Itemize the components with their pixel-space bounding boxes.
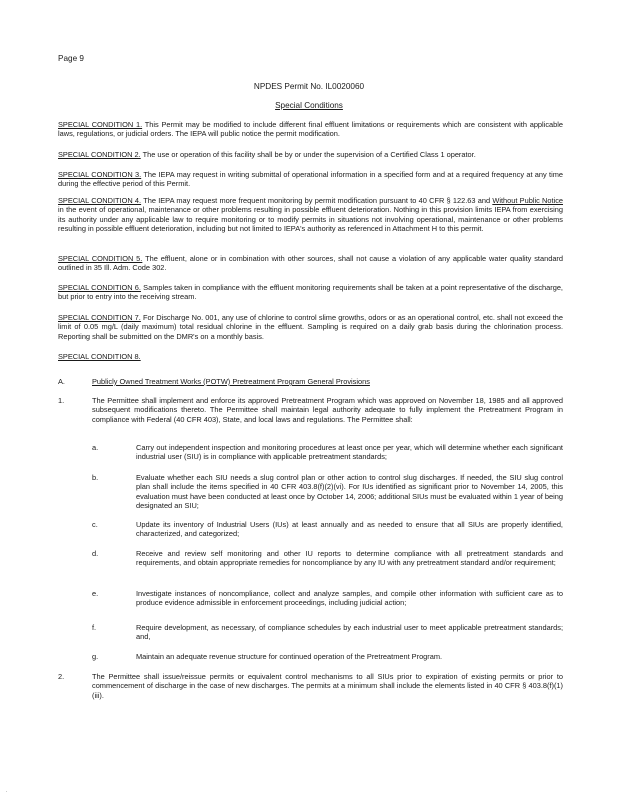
condition-label: SPECIAL CONDITION 4. bbox=[58, 196, 142, 205]
condition-label: SPECIAL CONDITION 3. bbox=[58, 170, 142, 179]
item-text: The Permittee shall issue/reissue permits or equivalent control mechanisms to all SIUs prior to expiration of existing permits or prior to commencement of discharge in the case of new discharges. The permits at a minimum shall include the elements listed in 40 CFR § 403.8(f)(1)(iii). bbox=[92, 672, 563, 700]
special-condition-5 bbox=[58, 254, 563, 273]
without-public-notice: Without Public Notice bbox=[492, 196, 563, 205]
condition-text: The IEPA may request in writing submittal of operational information in a specified form and at a required frequency at any time during the effective period of this Permit. bbox=[58, 170, 563, 189]
special-condition-2 bbox=[58, 150, 563, 159]
special-condition-8 bbox=[58, 352, 563, 361]
sub-item-letter: e. bbox=[92, 589, 99, 598]
section-a-title: Publicly Owned Treatment Works (POTW) Pretreatment Program General Provisions bbox=[92, 377, 370, 386]
item-text: The Permittee shall implement and enforce its approved Pretreatment Program which was approved on November 18, 1985 and all approved subsequent modifications thereto. The Permittee shall maintain legal authority adequate to fully implement the Pretreatment Program in compliance with Federal (40 CFR 403), State, and local laws and regulations. The Permittee shall: bbox=[92, 396, 563, 424]
special-condition-4 bbox=[58, 196, 563, 234]
condition-label: SPECIAL CONDITION 6. bbox=[58, 283, 141, 292]
item-number: 2. bbox=[58, 672, 65, 681]
condition-label: SPECIAL CONDITION 5. bbox=[58, 254, 143, 263]
sub-item-text: Require development, as necessary, of compliance schedules by each industrial user to meet applicable pretreatment standards; and, bbox=[136, 623, 563, 642]
sub-item-letter: f. bbox=[92, 623, 97, 632]
condition-text: This Permit may be modified to include different final effluent limitations or requirements which are consistent with applicable laws, regulations, or judicial orders. The IEPA will public notice the permit modification. bbox=[58, 120, 563, 139]
condition-label: SPECIAL CONDITION 8. bbox=[58, 352, 141, 361]
special-condition-1 bbox=[58, 120, 563, 139]
condition-text: For Discharge No. 001, any use of chlorine to control slime growths, odors or as an operational control, etc. shall not exceed the limit of 0.05 mg/L (daily maximum) total residual chlorine in the effluent. Sampling is required on a daily grab basis during the chlorination process. Reporting shall be submitted on the DMR's on a monthly basis. bbox=[58, 313, 563, 341]
sub-item-letter: d. bbox=[92, 549, 99, 558]
special-condition-6 bbox=[58, 283, 563, 302]
sub-item-letter: a. bbox=[92, 443, 99, 452]
corner-mark: . bbox=[6, 788, 8, 794]
special-condition-7 bbox=[58, 313, 563, 341]
section-a-label: A. bbox=[58, 377, 65, 386]
condition-label: SPECIAL CONDITION 1. bbox=[58, 120, 143, 129]
sub-item-text: Receive and review self monitoring and other IU reports to determine compliance with all pretreatment standards and requirements, and obtain appropriate remedies for noncompliance by any IU with any pretreatment standard and/or requirement; bbox=[136, 549, 563, 568]
condition-text: The use or operation of this facility shall be by or under the supervision of a Certified Class 1 operator. bbox=[140, 150, 476, 159]
page-number: Page 9 bbox=[58, 54, 84, 63]
condition-text: in the event of operational, maintenance or other problems resulting in possible effluent deterioration. Nothing in this provision limits IEPA from exercising its authority under any applicable law to require monitoring or to modify permits in situations not involving operational, maintenance or other problems resulting in possible effluent deterioration, including but not limited to IEPA's authority as referenced in Attachment H to this permit. bbox=[58, 205, 563, 234]
sub-item-text: Update its inventory of Industrial Users (IUs) at least annually and as needed to ensure that all SIUs are properly identified, characterized, and categorized; bbox=[136, 520, 563, 539]
sub-item-letter: b. bbox=[92, 473, 99, 482]
permit-number: NPDES Permit No. IL0020060 bbox=[253, 82, 365, 91]
sub-item-text: Evaluate whether each SIU needs a slug control plan or other action to control slug discharges. If needed, the SIU slug control plan shall include the items specified in 40 CFR 403.8(f)(2)(vi). For IUs identified as significant prior to November 14, 2005, this evaluation must have been conducted at least once by October 14, 2006; additional SIUs must be evaluated within 1 year of being designated an SIU; bbox=[136, 473, 563, 511]
condition-text: Samples taken in compliance with the effluent monitoring requirements shall be taken at a point representative of the discharge, but prior to entry into the receiving stream. bbox=[58, 283, 563, 302]
sub-item-text: Maintain an adequate revenue structure for continued operation of the Pretreatment Program. bbox=[136, 652, 443, 661]
condition-label: SPECIAL CONDITION 2. bbox=[58, 150, 141, 159]
special-condition-3 bbox=[58, 170, 563, 189]
item-number: 1. bbox=[58, 396, 65, 405]
sub-item-text: Investigate instances of noncompliance, collect and analyze samples, and compile other information with sufficient care as to produce evidence admissible in enforcement proceedings, including judicial action; bbox=[136, 589, 563, 608]
condition-label: SPECIAL CONDITION 7. bbox=[58, 313, 141, 322]
condition-text: The IEPA may request more frequent monitoring by permit modification pursuant to 40 CFR § 122.63 and bbox=[141, 196, 493, 205]
sub-item-letter: c. bbox=[92, 520, 98, 529]
section-title: Special Conditions bbox=[275, 101, 343, 110]
sub-item-text: Carry out independent inspection and monitoring procedures at least once per year, which will determine whether each significant industrial user (SIU) is in compliance with applicable pretreatment standards; bbox=[136, 443, 563, 462]
condition-text: The effluent, alone or in combination with other sources, shall not cause a violation of any applicable water quality standard outlined in 35 Ill. Adm. Code 302. bbox=[58, 254, 563, 273]
sub-item-letter: g. bbox=[92, 652, 99, 661]
